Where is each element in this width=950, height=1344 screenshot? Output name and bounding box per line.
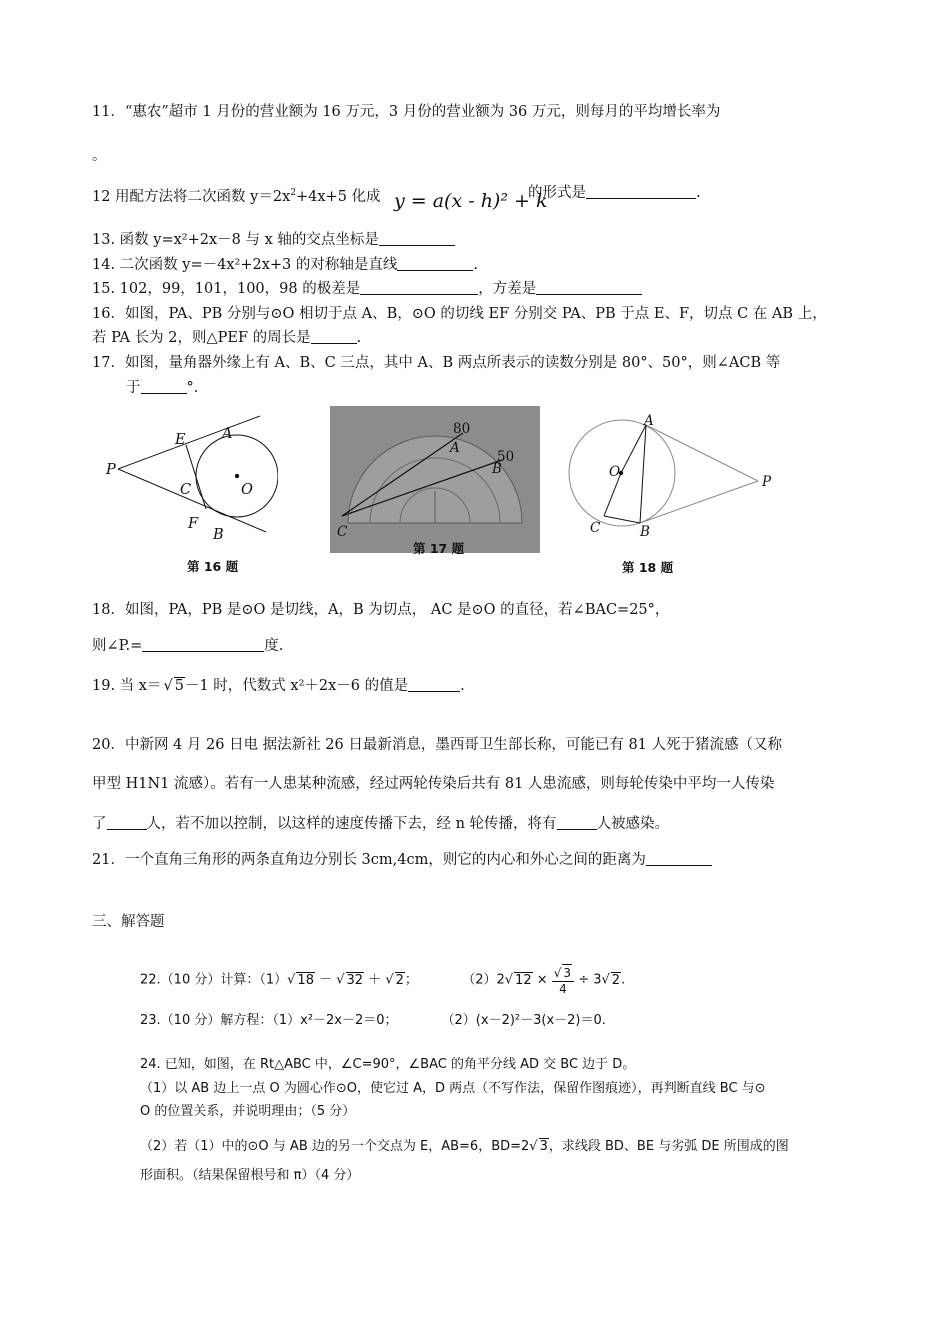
q18-line1: 18．如图，PA，PB 是⊙O 是切线，A，B 为切点， AC 是⊙O 的直径，若∠BAC=25°， xyxy=(92,602,670,618)
q20-line3 xyxy=(92,814,669,834)
q17-line2 xyxy=(126,378,198,398)
q17-end: °. xyxy=(186,380,199,396)
q22-line: 22.（10 分）计算：（1）√ 18 － √ 32 ＋ √ 2； （2）2√ 12 × $\frac{√ 3}{4}$ ÷ 3√ 2. xyxy=(140,966,626,996)
fig17-label-b: B xyxy=(492,461,502,477)
q12-line xyxy=(92,183,381,207)
q22-r1: 18 xyxy=(297,972,314,988)
tangent-pa xyxy=(646,425,758,481)
q16-line1: 16．如图，PA、PB 分别与⊙O 相切于点 A、B，⊙O 的切线 EF 分别交 PA、PB 于点 E、F，切点 C 在 AB 上， xyxy=(92,306,827,322)
fig16-label-f: F xyxy=(188,516,199,532)
q12-text-c: 的形式是 xyxy=(528,185,586,201)
q12-answer-blank[interactable] xyxy=(586,184,696,199)
fig16-caption: 第 16 题 xyxy=(187,559,239,574)
q15-text-b: ，方差是 xyxy=(478,281,537,297)
q12-text-b: +4x+5 化成 xyxy=(296,188,381,205)
q20-line3-a: 了 xyxy=(92,816,107,832)
q12-tail xyxy=(528,183,701,203)
q20-line1: 20．中新网 4 月 26 日电 据法新社 26 日最新消息，墨西哥卫生部长称，可能已有 81 人死于猪流感（又称 xyxy=(92,737,783,753)
q24-line4-a: （2）若（1）中的⊙O 与 AB 边的另一个交点为 E，AB=6，BD=2 xyxy=(140,1139,530,1154)
q14-answer-blank[interactable] xyxy=(397,256,473,271)
q22-tail: ÷ 3 xyxy=(578,972,602,988)
center-point xyxy=(235,474,239,478)
q23-text-a: 23.（10 分）解方程：（1）x²－2x－2＝0； xyxy=(140,1013,398,1028)
q24-line4-b: ，求线段 BD、BE 与劣弧 DE 所围成的图 xyxy=(548,1139,789,1154)
q12-sup: 2 xyxy=(290,188,296,198)
fig17-caption: 第 17 题 xyxy=(413,541,465,556)
fig18-label-o: O xyxy=(609,464,621,480)
q19-end: . xyxy=(460,678,465,694)
fig18-label-b: B xyxy=(640,524,650,540)
q15-line xyxy=(92,279,642,299)
q13-line xyxy=(92,230,455,250)
q15-text-a: 15. 102，99，101，100，98 的极差是 xyxy=(92,281,361,297)
fig17-label-c: C xyxy=(337,524,348,540)
q16-line2-text: 若 PA 长为 2，则△PEF 的周长是 xyxy=(92,330,311,346)
q24-line5: 形面积。（结果保留根号和 π）（4 分） xyxy=(140,1168,360,1183)
q18-answer-blank[interactable] xyxy=(142,637,264,652)
fig18-label-p: P xyxy=(762,474,772,490)
q16-answer-blank[interactable] xyxy=(311,329,357,344)
segment-cb xyxy=(604,516,640,523)
q13-text: 13. 函数 y=x²+2x－8 与 x 轴的交点坐标是 xyxy=(92,232,379,248)
q22-part2: （2）2 xyxy=(462,972,505,988)
q13-answer-blank[interactable] xyxy=(379,231,455,246)
segment-ao xyxy=(621,425,646,473)
tangent-pa xyxy=(118,416,260,469)
q16-end: . xyxy=(356,330,362,346)
fig17-label-a: A xyxy=(450,440,460,456)
q22-end: . xyxy=(621,972,626,988)
q22-lead: 22.（10 分）计算：（1） xyxy=(140,972,288,988)
q14-end: . xyxy=(473,257,478,273)
q22-r2: 32 xyxy=(346,972,364,988)
q11-line1: 11．“惠农”超市 1 月份的营业额为 16 万元，3 月份的营业额为 36 万元，则每月的平均增长率为 xyxy=(92,104,721,120)
fig16-label-o: O xyxy=(241,482,253,498)
q14-line xyxy=(92,255,478,275)
q24-line2: （1）以 AB 边上一点 O 为圆心作⊙O，使它过 A，D 两点（不写作法，保留作图痕迹），再判断直线 BC 与⊙ xyxy=(140,1081,766,1096)
q17-line1: 17．如图，量角器外缘上有 A、B、C 三点，其中 A、B 两点所表示的读数分别是 80°、50°，则∠ACB 等 xyxy=(92,355,781,371)
q22-frac-num: 3 xyxy=(563,966,572,980)
q20-blank-2[interactable] xyxy=(557,815,597,830)
fig16-label-a: A xyxy=(222,426,233,442)
fig16-label-b: B xyxy=(213,527,224,543)
q21-text: 21．一个直角三角形的两条直角边分别长 3cm,4cm，则它的内心和外心之间的距离为 xyxy=(92,852,646,868)
q20-blank-1[interactable] xyxy=(107,815,147,830)
q17-line2-text: 于 xyxy=(126,380,141,396)
q19-answer-blank[interactable] xyxy=(408,677,460,692)
fig18-label-a: A xyxy=(644,413,654,429)
q24-line3: O 的位置关系，并说明理由；（5 分） xyxy=(140,1104,356,1119)
q19-text-a: 19. 当 x＝ xyxy=(92,678,162,694)
q14-text: 14. 二次函数 y=－4x²+2x+3 的对称轴是直线 xyxy=(92,257,398,273)
fig16-label-e: E xyxy=(175,432,186,448)
q22-fraction: $\frac{√ 3}{4}$ xyxy=(552,964,574,996)
q18-line2-text: 则∠P.= xyxy=(92,638,143,654)
q21-line xyxy=(92,850,712,870)
figure-17 xyxy=(330,406,540,553)
q19-radicand: 5 xyxy=(174,678,184,694)
q19-line: 19. 当 x＝ √ 5－1 时，代数式 x²＋2x－6 的值是 . xyxy=(92,678,465,694)
q21-answer-blank[interactable] xyxy=(646,851,712,866)
q22-r3: 2 xyxy=(395,972,404,988)
q24-line1: 24. 已知，如图，在 Rt△ABC 中，∠C=90°，∠BAC 的角平分线 AD 交 BC 边于 D。 xyxy=(140,1057,636,1072)
segment-ab xyxy=(640,425,646,523)
q20-line2: 甲型 H1N1 流感）。若有一人患某种流感，经过两轮传染后共有 81 人患流感，则每轮传染中平均一人传染 xyxy=(92,776,775,792)
fig18-caption: 第 18 题 xyxy=(622,560,674,575)
fig18-label-c: C xyxy=(590,520,601,536)
q22-frac-den: 4 xyxy=(559,982,567,996)
q11-line2: 。 xyxy=(92,148,107,164)
fig17-label-50: 50 xyxy=(497,449,515,465)
fig16-label-c: C xyxy=(180,482,192,498)
q18-end: 度. xyxy=(264,638,284,654)
fig17-label-80: 80 xyxy=(453,421,471,437)
q23-line xyxy=(140,1011,606,1031)
q12-text-a: 12 用配方法将二次函数 y＝2x xyxy=(92,188,291,205)
protractor-drawing xyxy=(330,406,540,553)
q12-formula: y = a(x - h)² + k xyxy=(394,190,548,212)
section-title: 三、解答题 xyxy=(92,914,165,930)
q20-line3-b: 人，若不加以控制，以这样的速度传播下去，经 n 轮传播，将有 xyxy=(146,816,557,832)
tangent-pb xyxy=(640,481,758,523)
q12-end: . xyxy=(696,185,701,201)
fig16-label-p: P xyxy=(106,462,116,478)
q20-line3-c: 人被感染。 xyxy=(596,816,670,832)
q24-line4-radicand: 3 xyxy=(539,1139,548,1154)
q24-line4: （2）若（1）中的⊙O 与 AB 边的另一个交点为 E，AB=6，BD=2√ 3，求线段 BD、BE 与劣弧 DE 所围成的图 xyxy=(140,1139,789,1154)
q17-answer-blank[interactable] xyxy=(141,379,187,394)
q19-text-b: －1 时，代数式 x²＋2x－6 的值是 xyxy=(184,678,409,694)
q15-variance-blank[interactable] xyxy=(536,280,642,295)
q23-text-b: （2）(x－2)²－3(x－2)＝0. xyxy=(441,1013,606,1028)
q22-r5: 2 xyxy=(611,972,621,988)
q15-range-blank[interactable] xyxy=(360,280,478,295)
q18-line2 xyxy=(92,636,283,656)
q22-r4: 12 xyxy=(515,972,532,988)
q16-line2 xyxy=(92,328,361,348)
